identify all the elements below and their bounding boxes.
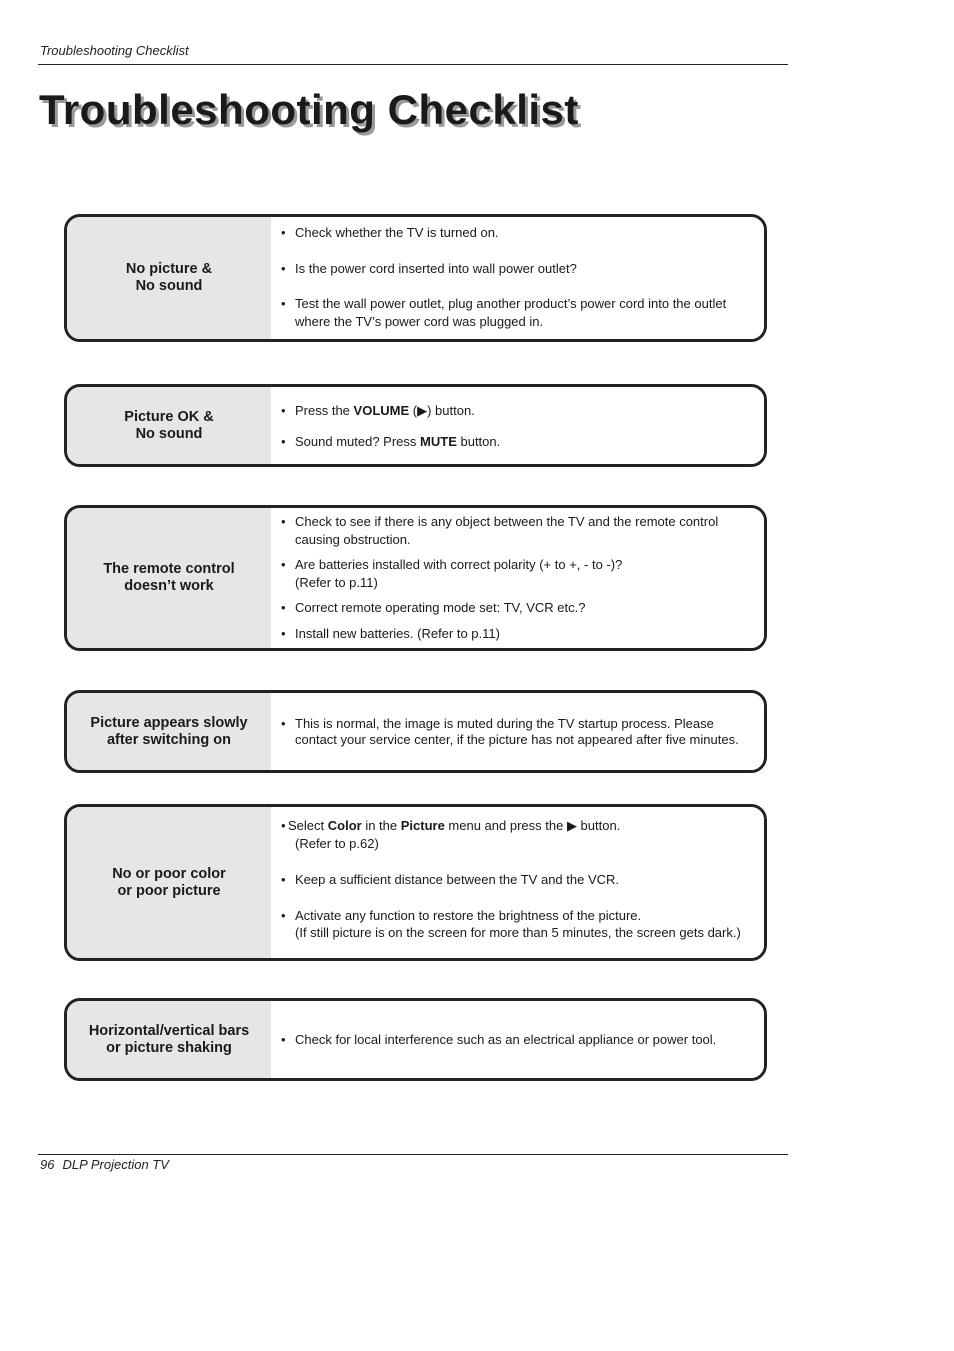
solution-list: [271, 508, 764, 648]
solution-item: • Test the wall power outlet, plug another product’s power cord into the outlet where the TV’s power cord was plugged in.: [281, 295, 750, 330]
section-picture-slow: [64, 690, 767, 773]
problem-label: No or poor color or poor picture: [67, 807, 271, 958]
solution-item: • Check whether the TV is turned on.: [281, 224, 750, 242]
page-footer: [40, 1157, 169, 1172]
running-header: Troubleshooting Checklist: [40, 43, 189, 58]
solution-list: [271, 387, 764, 464]
solution-item: • Correct remote operating mode set: TV, VCR etc.?: [281, 599, 750, 617]
section-no-picture-no-sound: [64, 214, 767, 342]
solution-list: [271, 693, 764, 770]
solution-item: • Keep a sufficient distance between the TV and the VCR.: [281, 871, 750, 889]
solution-item: • Sound muted? Press MUTE button.: [281, 433, 750, 451]
solution-item: • Check for local interference such as an electrical appliance or power tool.: [281, 1031, 750, 1049]
problem-label: Picture appears slowly after switching on: [67, 693, 271, 770]
solution-item: • Are batteries installed with correct polarity (+ to +, - to -)? (Refer to p.11): [281, 556, 750, 591]
solution-item: • This is normal, the image is muted during the TV startup process. Please contact your service center, if the picture has not appeared after five minutes.: [281, 716, 750, 748]
solution-item: • Select Color in the Picture menu and press the ▶ button. (Refer to p.62): [281, 817, 750, 852]
page-title: Troubleshooting Checklist: [39, 86, 579, 133]
problem-label: The remote control doesn’t work: [67, 508, 271, 648]
solution-item: • Install new batteries. (Refer to p.11): [281, 625, 750, 643]
header-rule: [38, 64, 788, 65]
solution-item: • Activate any function to restore the brightness of the picture. (If still picture is on the screen for more than 5 minutes, the screen gets dark.): [281, 907, 750, 942]
section-bars-shaking: [64, 998, 767, 1081]
solution-item: • Is the power cord inserted into wall power outlet?: [281, 260, 750, 278]
problem-label: Horizontal/vertical bars or picture shaking: [67, 1001, 271, 1078]
volume-key-label: VOLUME: [353, 403, 410, 418]
solution-list: [271, 807, 764, 958]
mute-key-label: MUTE: [420, 433, 457, 449]
solution-list: [271, 1001, 764, 1078]
solution-item: • Press the VOLUME (▶) button.: [281, 402, 750, 420]
product-name: DLP Projection TV: [62, 1157, 169, 1172]
problem-label: No picture & No sound: [67, 217, 271, 339]
picture-menu-label: Picture: [400, 818, 445, 833]
section-picture-ok-no-sound: [64, 384, 767, 467]
color-menu-label: Color: [327, 818, 362, 833]
solution-item: • Check to see if there is any object between the TV and the remote control causing obstruction.: [281, 513, 750, 548]
section-remote-control: [64, 505, 767, 651]
solution-list: [271, 217, 764, 339]
page-number: 96: [40, 1157, 55, 1172]
footer-rule: [38, 1154, 788, 1155]
problem-label: Picture OK & No sound: [67, 387, 271, 464]
section-poor-color: [64, 804, 767, 961]
